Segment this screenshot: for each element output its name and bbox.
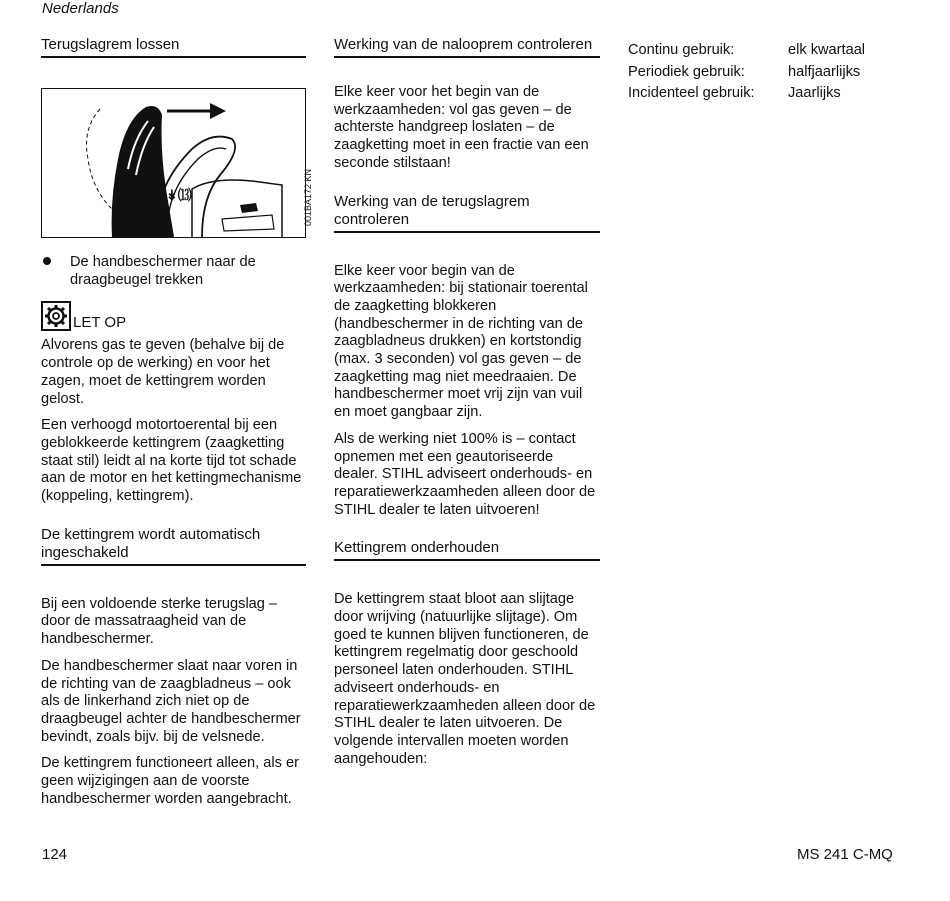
paragraph: Een verhoogd motortoerental bij een geblokkeerde kettingrem (zaagketting staat stil) leidt al na korte tijd tot schade aan de motor en het kettingmechanisme (koppeling, kettingrem). (41, 417, 302, 505)
section-heading-automatic-brake: De kettingrem wordt automatisch ingeschakeld (41, 526, 306, 566)
note-label: LET OP (73, 314, 127, 332)
page-number: 124 (42, 846, 68, 863)
maintenance-intervals-table (628, 42, 908, 103)
interval-use: Incidenteel gebruik: (628, 85, 755, 102)
paragraph: De kettingrem functioneert alleen, als er geen wijzigingen aan de voorste handbeschermer worden aangebracht. (41, 755, 299, 807)
bullet-dot-icon (41, 254, 70, 289)
document-language: Nederlands (42, 0, 119, 17)
interval-value: halfjaarlijks (788, 63, 861, 80)
paragraph: Als de werking niet 100% is – contact opnemen met een geautoriseerde dealer. STIHL adviseert onderhouds- en reparatiewerkzaamheden alleen door de STIHL dealer te laten uitvoeren! (334, 430, 596, 518)
paragraph: Bij een voldoende sterke terugslag – door de massatraagheid van de handbeschermer. (41, 595, 278, 648)
section-heading-terugslagrem-controleren: Werking van de terugslagrem controleren (334, 193, 600, 233)
paragraph: De handbeschermer slaat naar voren in de richting van de zaagbladneus – ook als de linkerhand zich niet op de draagbeugel achter de handbeschermer bevindt, zoals bijv. bij de velsnede. (41, 657, 301, 745)
paragraph: Alvorens gas te geven (behalve bij de controle op de werking) en voor het zagen, moet de kettingrem worden gelost. (41, 337, 285, 407)
column-2 (334, 36, 600, 777)
paragraph: De kettingrem staat bloot aan slijtage door wrijving (natuurlijke slijtage). Om goed te kunnen blijven functioneren, de kettingrem regelmatig door geschoold personeel laten onderhouden. STIHL adviseert onderhouds- en reparatiewerkzaamheden alleen door de STIHL dealer te laten uitvoeren. De volgende intervallen moeten worden aangehouden: (334, 591, 596, 767)
note-block (41, 301, 306, 331)
gear-warning-icon (41, 301, 71, 331)
section-heading-terugslagrem-lossen: Terugslagrem lossen (41, 36, 306, 58)
paragraph: Elke keer voor het begin van de werkzaamheden: vol gas geven – de achterste handgreep loslaten – de zaagketting moet in een fractie van een seconde stilstaan! (334, 84, 589, 171)
figure-code: 001BA172 KN (303, 169, 313, 227)
paragraph: Elke keer voor begin van de werkzaamheden: bij stationair toerental de zaagketting blokkeren (handbeschermer in de richting van de zaagbladneus drukken) en kortstondig (max. 3 seconden) vol gas geven – de zaagketting mag niet meedraaien. De handbeschermer moet vrij zijn van vuil en moet gangbaar zijn. (334, 262, 588, 421)
column-3 (628, 36, 908, 103)
interval-value: elk kwartaal (788, 42, 866, 58)
bullet-item (41, 254, 306, 289)
chain-brake-drawing (42, 89, 305, 237)
chain-brake-illustration (41, 88, 313, 238)
bullet-text: De handbeschermer naar de draagbeugel trekken (70, 254, 256, 288)
interval-use: Continu gebruik: (628, 42, 735, 58)
brake-symbol: ↡⒀ (166, 187, 192, 203)
column-1 (41, 36, 313, 817)
section-heading-nalooprem: Werking van de nalooprem controleren (334, 36, 600, 58)
interval-use: Periodiek gebruik: (628, 63, 745, 80)
section-heading-kettingrem-onderhouden: Kettingrem onderhouden (334, 539, 600, 561)
model-name: MS 241 C-MQ (797, 846, 893, 863)
interval-value: Jaarlijks (788, 85, 841, 102)
